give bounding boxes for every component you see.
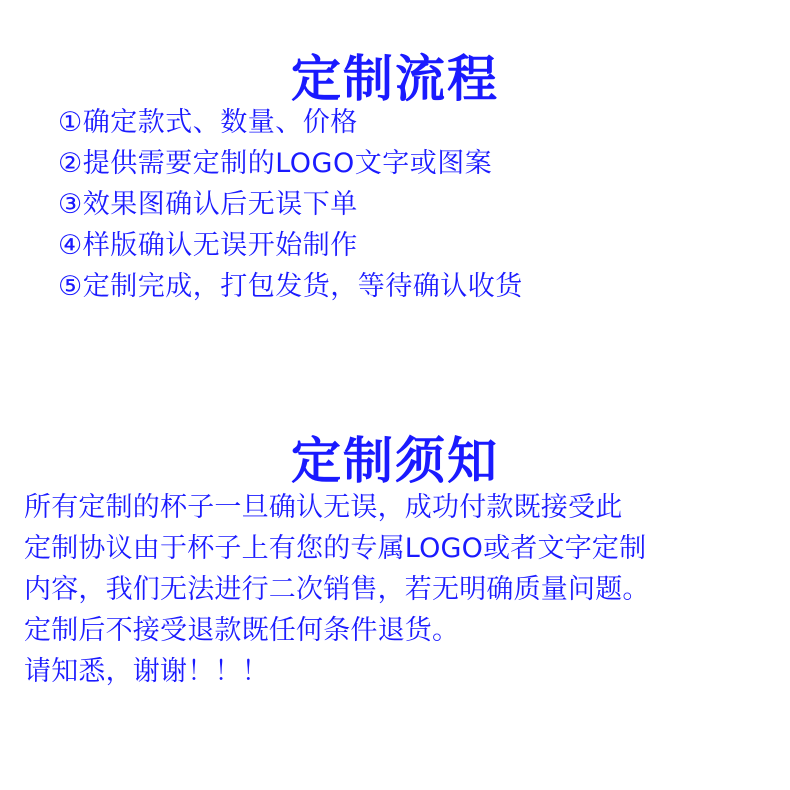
list-item: ④样版确认无误开始制作 bbox=[58, 230, 358, 261]
list-item: ⑤定制完成，打包发货，等待确认收货 bbox=[58, 271, 523, 302]
list-item: ①确定款式、数量、价格 bbox=[58, 107, 358, 138]
notice-body bbox=[24, 487, 772, 692]
list-item: ③效果图确认后无误下单 bbox=[58, 189, 358, 220]
notice-paragraph: 所有定制的杯子一旦确认无误，成功付款既接受此 bbox=[24, 492, 623, 523]
notice-paragraph: 请知悉，谢谢！！！ bbox=[24, 656, 269, 687]
notice-paragraph: 定制协议由于杯子上有您的专属LOGO或者文字定制 bbox=[24, 533, 647, 564]
notice-section-title: 定制须知 bbox=[291, 431, 499, 490]
flow-steps-list bbox=[58, 102, 523, 307]
list-item: ②提供需要定制的LOGO文字或图案 bbox=[58, 148, 493, 179]
flow-section-title: 定制流程 bbox=[291, 49, 499, 108]
notice-paragraph: 内容，我们无法进行二次销售，若无明确质量问题。 bbox=[24, 574, 650, 605]
notice-paragraph: 定制后不接受退款既任何条件退货。 bbox=[24, 615, 460, 646]
